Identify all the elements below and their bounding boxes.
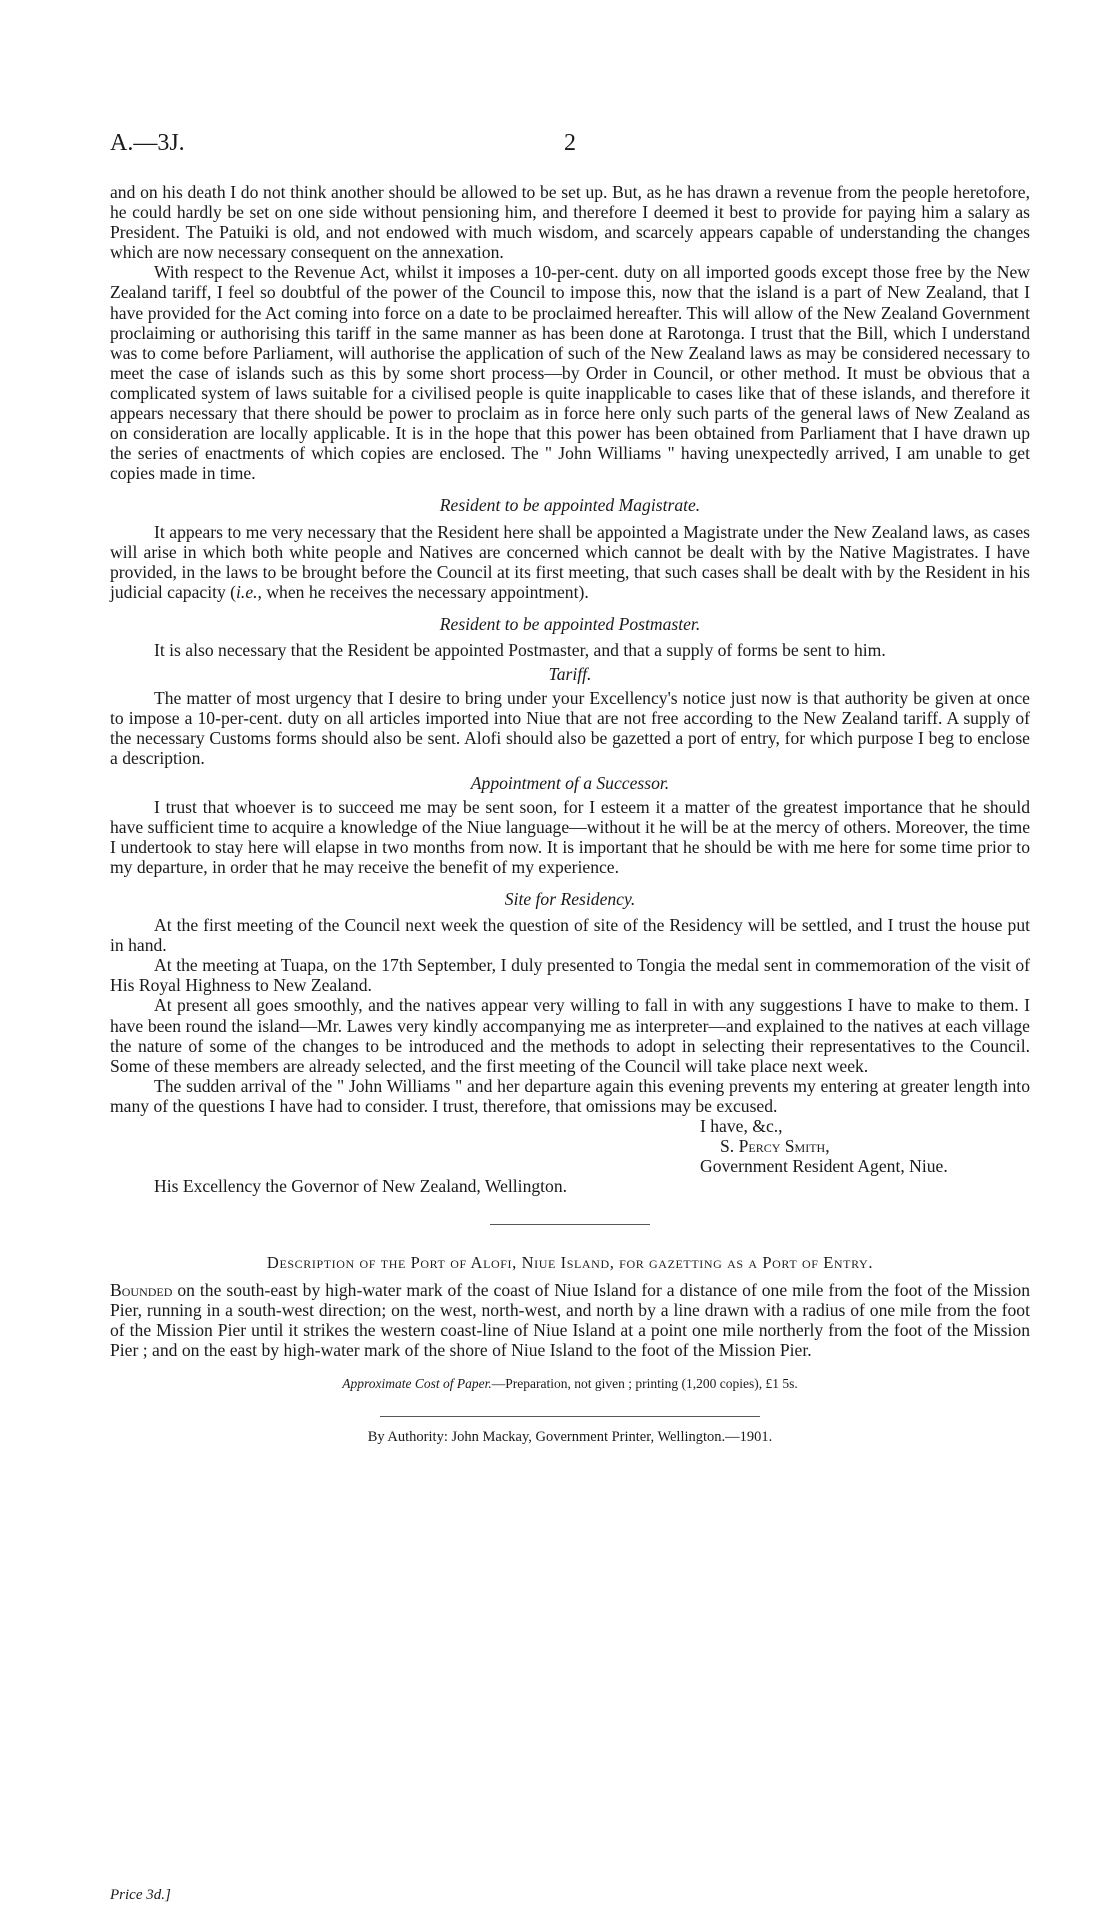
paragraph-tariff: The matter of most urgency that I desire to bring under your Excellency's notice just now is that authority be given at once to impose a 10-per-cent. duty on all articles imported into Niue that are not free according to the New Zealand tariff. A supply of the necessary Customs forms should also be sent. Alofi should also be gazetted a port of entry, for which purpose I beg to enclose a description. xyxy=(110,688,1030,769)
page-number: 2 xyxy=(564,130,576,156)
magistrate-text-2: , when he receives the necessary appointment). xyxy=(257,581,589,602)
magistrate-text-italic: i.e. xyxy=(236,581,258,602)
description-text: on the south-east by high-water mark of the coast of Niue Island for a distance of one mile from the foot of the Mission Pier, running in a south-west direction; on the west, north-west, and north by a line drawn with a radius of one mile from the foot of the Mission Pier until it strikes the western coast-line of Niue Island at a point one mile northerly from the foot of the Mission Pier ; and on the east by high-water mark of the shore of Niue Island to the foot of the Mission Pier. xyxy=(110,1279,1030,1360)
magistrate-text-1: It appears to me very necessary that the Resident here shall be appointed a Magistrate under the New Zealand laws, as cases will arise in which both white people and Natives are concerned which cannot be dealt with by the Native Magistrates. I have provided, in the laws to be brought before the Council at its first meeting, that such cases shall be dealt with by the Resident in his judicial capacity ( xyxy=(110,521,1030,602)
footer-divider xyxy=(380,1416,760,1417)
paragraph-revenue-act: With respect to the Revenue Act, whilst it imposes a 10-per-cent. duty on all imported goods except those free by the New Zealand tariff, I feel so doubtful of the power of the Council to impose this, now that the island is a part of New Zealand, that I have provided for the Act coming into force on a date to be proclaimed hereafter. This will allow of the New Zealand Government proclaiming or authorising this tariff in the same manner as has been done at Rarotonga. I trust that the Bill, which I understand was to come before Parliament, will authorise the application of such of the New Zealand laws as may be considered necessary to meet the case of islands such as this by some short process—by Order in Council, or other method. It must be obvious that a complicated system of laws suitable for a civilised people is quite inapplicable to cases like that of these islands, and therefore it appears necessary that there should be power to proclaim as in force here only such parts of the general laws of New Zealand as on consideration are locally applicable. It is in the hope that this power has been obtained from Parliament that I have drawn up the series of enactments of which copies are enclosed. The " John Williams " having unexpectedly arrived, I am unable to get copies made in time. xyxy=(110,262,1030,484)
addressee: His Excellency the Governor of New Zealand, Wellington. xyxy=(154,1176,568,1197)
printer-authority: By Authority: John Mackay, Government Printer, Wellington.—1901. xyxy=(367,1428,773,1445)
heading-postmaster: Resident to be appointed Postmaster. xyxy=(439,613,701,634)
description-paragraph xyxy=(110,1280,1030,1360)
paragraph-magistrate xyxy=(110,522,1030,602)
section-divider xyxy=(490,1224,650,1225)
letter-body xyxy=(110,182,1030,1447)
cost-label: Approximate Cost of Paper. xyxy=(342,1375,492,1391)
page-header xyxy=(110,130,1030,170)
description-title: Description of the Port of Alofi, Niue Island, for gazetting as a Port of Entry. xyxy=(266,1253,874,1273)
description-lead: Bounded xyxy=(110,1279,173,1300)
heading-successor: Appointment of a Successor. xyxy=(470,772,670,793)
paragraph-residency-2: At the meeting at Tuapa, on the 17th September, I duly presented to Tongia the medal sent in commemoration of the visit of His Royal Highness to New Zealand. xyxy=(110,955,1030,996)
signature-block xyxy=(110,1116,1030,1196)
document-reference: A.—3J. xyxy=(110,130,185,156)
paragraph-residency-3: At present all goes smoothly, and the natives appear very willing to fall in with any suggestions I have to make to them. I have been round the island—Mr. Lawes very kindly accompanying me as interpreter—and explained to the natives at each village the nature of some of the changes to be introduced and the methods to adopt in selecting their representatives to the Council. Some of these members are already selected, and the first meeting of the Council will take place next week. xyxy=(110,995,1030,1076)
paragraph-residency-4: The sudden arrival of the " John Williams " and her departure again this evening prevents my entering at greater length into many of the questions I have had to consider. I trust, therefore, that omissions may be excused. xyxy=(110,1075,1030,1116)
cost-text: —Preparation, not given ; printing (1,200 copies), £1 5s. xyxy=(491,1375,798,1391)
price-note: Price 3d.] xyxy=(110,1887,171,1903)
signatory-name: S. Percy Smith, xyxy=(720,1136,830,1157)
paragraph-residency-1: At the first meeting of the Council next week the question of site of the Residency will be settled, and I trust the house put in hand. xyxy=(110,915,1030,956)
heading-magistrate: Resident to be appointed Magistrate. xyxy=(439,495,701,516)
cost-note xyxy=(110,1374,1030,1394)
closing-phrase: I have, &c., xyxy=(700,1116,783,1137)
paragraph-postmaster: It is also necessary that the Resident be appointed Postmaster, and that a supply of forms be sent to him. xyxy=(154,639,886,660)
paragraph-intro-1: and on his death I do not think another should be allowed to be set up. But, as he has drawn a revenue from the people heretofore, he could hardly be set on one side without pensioning him, and therefore I deemed it best to provide for paying him a salary as President. The Patuiki is old, and not endowed with much wisdom, and scarcely appears capable of understanding the changes which are now necessary consequent on the annexation. xyxy=(110,182,1030,263)
signatory-title: Government Resident Agent, Niue. xyxy=(700,1156,948,1177)
paragraph-successor: I trust that whoever is to succeed me may be sent soon, for I esteem it a matter of the greatest importance that he should have sufficient time to acquire a knowledge of the Niue language—without it he will be at the mercy of others. Moreover, the time I undertook to stay here will elapse in two months from now. It is important that he should be with me here for some time prior to my departure, in order that he may receive the benefit of my experience. xyxy=(110,796,1030,877)
heading-residency: Site for Residency. xyxy=(504,889,636,909)
heading-tariff: Tariff. xyxy=(548,664,592,685)
